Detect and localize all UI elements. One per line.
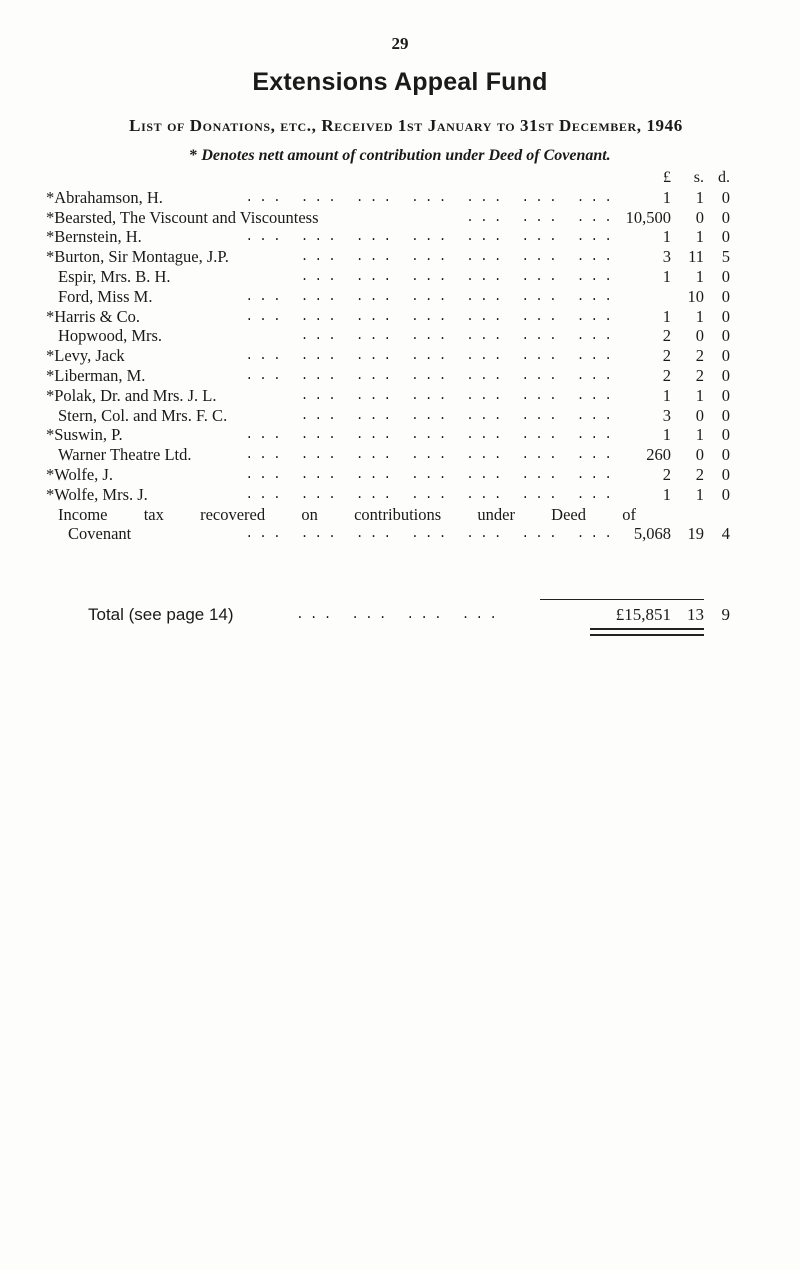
- amount-pence: 0: [721, 346, 730, 366]
- leader-dots: ... ... ... ... ... ... ...: [245, 348, 618, 364]
- leader-dots: ... ... ... ... ... ... ...: [245, 447, 618, 463]
- page-number: 29: [391, 34, 409, 53]
- amount-pounds: 2: [662, 326, 671, 346]
- amount-pence: 0: [721, 326, 730, 346]
- covenant-note: [0, 147, 800, 165]
- donor-name: *Bearsted, The Viscount and Viscountess: [46, 207, 319, 227]
- income-tax-row-line2: [46, 524, 786, 544]
- donation-row: [46, 346, 786, 366]
- amount-pounds: 10,500: [625, 207, 671, 227]
- donation-row: [46, 307, 786, 327]
- donor-name: *Bernstein, H.: [46, 227, 142, 247]
- donations-list: [46, 168, 786, 544]
- shillings-header: s.: [693, 169, 704, 186]
- income-tax-word: contributions: [354, 504, 442, 524]
- total-leader-dots: ... ... ... ...: [296, 607, 504, 622]
- amount-shillings: 10: [687, 286, 704, 306]
- amount-pounds: 1: [662, 187, 671, 207]
- income-tax-word: of: [622, 504, 636, 524]
- donation-row: [46, 247, 786, 267]
- donor-name: *Wolfe, J.: [46, 464, 113, 484]
- amount-pounds: 260: [646, 445, 671, 465]
- amount-shillings: 0: [695, 445, 704, 465]
- amount-pence: 0: [721, 405, 730, 425]
- leader-dots: ... ... ... ... ... ... ...: [245, 367, 618, 383]
- donor-name: Warner Theatre Ltd.: [58, 445, 192, 465]
- income-tax-row-line1: [46, 505, 786, 525]
- leader-dots: ... ... ... ... ... ... ...: [245, 526, 618, 542]
- income-tax-word: tax: [143, 504, 164, 524]
- amount-shillings: 0: [695, 207, 704, 227]
- amount-shillings: 0: [695, 405, 704, 425]
- amount-pence: 0: [721, 484, 730, 504]
- leader-dots: ... ... ...: [466, 209, 618, 225]
- amount-pence: 0: [721, 187, 730, 207]
- amount-pounds: 3: [662, 405, 671, 425]
- donation-row: [46, 445, 786, 465]
- amount-pence: 0: [721, 286, 730, 306]
- donor-name: *Burton, Sir Montague, J.P.: [46, 247, 229, 267]
- amount-shillings: 2: [695, 464, 704, 484]
- amount-pounds: 2: [662, 464, 671, 484]
- donor-name: *Levy, Jack: [46, 346, 125, 366]
- total-pounds: £15,851: [615, 605, 671, 624]
- income-tax-word: Deed: [551, 504, 586, 524]
- amount-shillings: 1: [695, 266, 704, 286]
- donation-row: [46, 485, 786, 505]
- leader-dots: ... ... ... ... ... ... ...: [245, 486, 618, 502]
- leader-dots: ... ... ... ... ... ...: [300, 328, 618, 344]
- donor-name: *Polak, Dr. and Mrs. J. L.: [46, 385, 217, 405]
- amount-pounds: 1: [662, 425, 671, 445]
- donor-name: Espir, Mrs. B. H.: [58, 266, 171, 286]
- leader-dots: ... ... ... ... ... ... ...: [245, 466, 618, 482]
- donation-row: [46, 227, 786, 247]
- donor-name: *Wolfe, Mrs. J.: [46, 484, 148, 504]
- amount-shillings: 1: [695, 385, 704, 405]
- income-tax-label: [58, 505, 636, 525]
- amount-shillings: 1: [695, 425, 704, 445]
- leader-dots: ... ... ... ... ... ...: [300, 249, 618, 265]
- amount-shillings: 11: [688, 247, 704, 267]
- income-tax-word: under: [477, 504, 515, 524]
- page-title: Extensions Appeal Fund: [252, 68, 548, 96]
- amount-shillings: 2: [695, 346, 704, 366]
- asterisk-icon: *: [189, 147, 198, 164]
- leader-dots: ... ... ... ... ... ... ...: [245, 427, 618, 443]
- total-label: Total (see page 14): [88, 605, 234, 624]
- income-tax-word: Income: [58, 504, 108, 524]
- pence-header: d.: [718, 169, 730, 186]
- amount-shillings: 1: [695, 187, 704, 207]
- donation-row: [46, 267, 786, 287]
- amount-shillings: 0: [695, 326, 704, 346]
- donation-row: [46, 366, 786, 386]
- donor-name: *Liberman, M.: [46, 365, 146, 385]
- donation-row: [46, 287, 786, 307]
- total-rule: [540, 599, 704, 600]
- total-shillings: 13: [687, 605, 704, 624]
- amount-pence: 0: [721, 266, 730, 286]
- amount-pence: 0: [721, 306, 730, 326]
- currency-header-row: [46, 168, 786, 188]
- list-subtitle: List of Donations, etc., Received 1st January to 31st December, 1946: [129, 116, 683, 135]
- covenant-note-text: Denotes nett amount of contribution under Deed of Covenant.: [201, 147, 611, 164]
- amount-pence: 0: [721, 207, 730, 227]
- income-tax-word: recovered: [200, 504, 266, 524]
- donation-row: [46, 406, 786, 426]
- donor-name: *Abrahamson, H.: [46, 187, 163, 207]
- leader-dots: ... ... ... ... ... ... ...: [245, 308, 618, 324]
- amount-shillings: 2: [695, 365, 704, 385]
- pounds-header: £: [663, 169, 671, 186]
- amount-pence: 5: [721, 247, 730, 267]
- donation-row: [46, 386, 786, 406]
- amount-shillings: 1: [695, 227, 704, 247]
- amount-pounds: 1: [662, 385, 671, 405]
- income-tax-shillings: 19: [687, 524, 704, 544]
- donor-name: Stern, Col. and Mrs. F. C.: [58, 405, 228, 425]
- amount-pence: 0: [721, 445, 730, 465]
- total-pence: 9: [721, 605, 730, 624]
- donor-name: Hopwood, Mrs.: [58, 326, 163, 346]
- leader-dots: ... ... ... ... ... ...: [300, 387, 618, 403]
- leader-dots: ... ... ... ... ... ...: [300, 407, 618, 423]
- donor-name: Ford, Miss M.: [58, 286, 153, 306]
- amount-pence: 0: [721, 425, 730, 445]
- donation-row: [46, 188, 786, 208]
- amount-pounds: 1: [662, 484, 671, 504]
- amount-pence: 0: [721, 227, 730, 247]
- leader-dots: ... ... ... ... ... ... ...: [245, 189, 618, 205]
- total-row: [46, 604, 786, 626]
- amount-shillings: 1: [695, 484, 704, 504]
- total-double-rule: [590, 628, 704, 636]
- donation-row: [46, 208, 786, 228]
- income-tax-pence: 4: [721, 524, 730, 544]
- donation-row: [46, 465, 786, 485]
- leader-dots: ... ... ... ... ... ...: [300, 268, 618, 284]
- donor-name: *Harris & Co.: [46, 306, 140, 326]
- income-tax-word: on: [301, 504, 318, 524]
- amount-pence: 0: [721, 464, 730, 484]
- leader-dots: ... ... ... ... ... ... ...: [245, 288, 618, 304]
- donor-name: *Suswin, P.: [46, 425, 123, 445]
- income-tax-pounds: 5,068: [633, 524, 671, 544]
- amount-pounds: 1: [662, 227, 671, 247]
- donation-row: [46, 326, 786, 346]
- leader-dots: ... ... ... ... ... ... ...: [245, 229, 618, 245]
- donation-row: [46, 425, 786, 445]
- amount-pence: 0: [721, 385, 730, 405]
- amount-pence: 0: [721, 365, 730, 385]
- amount-pounds: 2: [662, 365, 671, 385]
- amount-pounds: 3: [662, 247, 671, 267]
- amount-pounds: 1: [662, 306, 671, 326]
- amount-pounds: 2: [662, 346, 671, 366]
- amount-pounds: 1: [662, 266, 671, 286]
- amount-shillings: 1: [695, 306, 704, 326]
- income-tax-label-cont: Covenant: [68, 524, 132, 544]
